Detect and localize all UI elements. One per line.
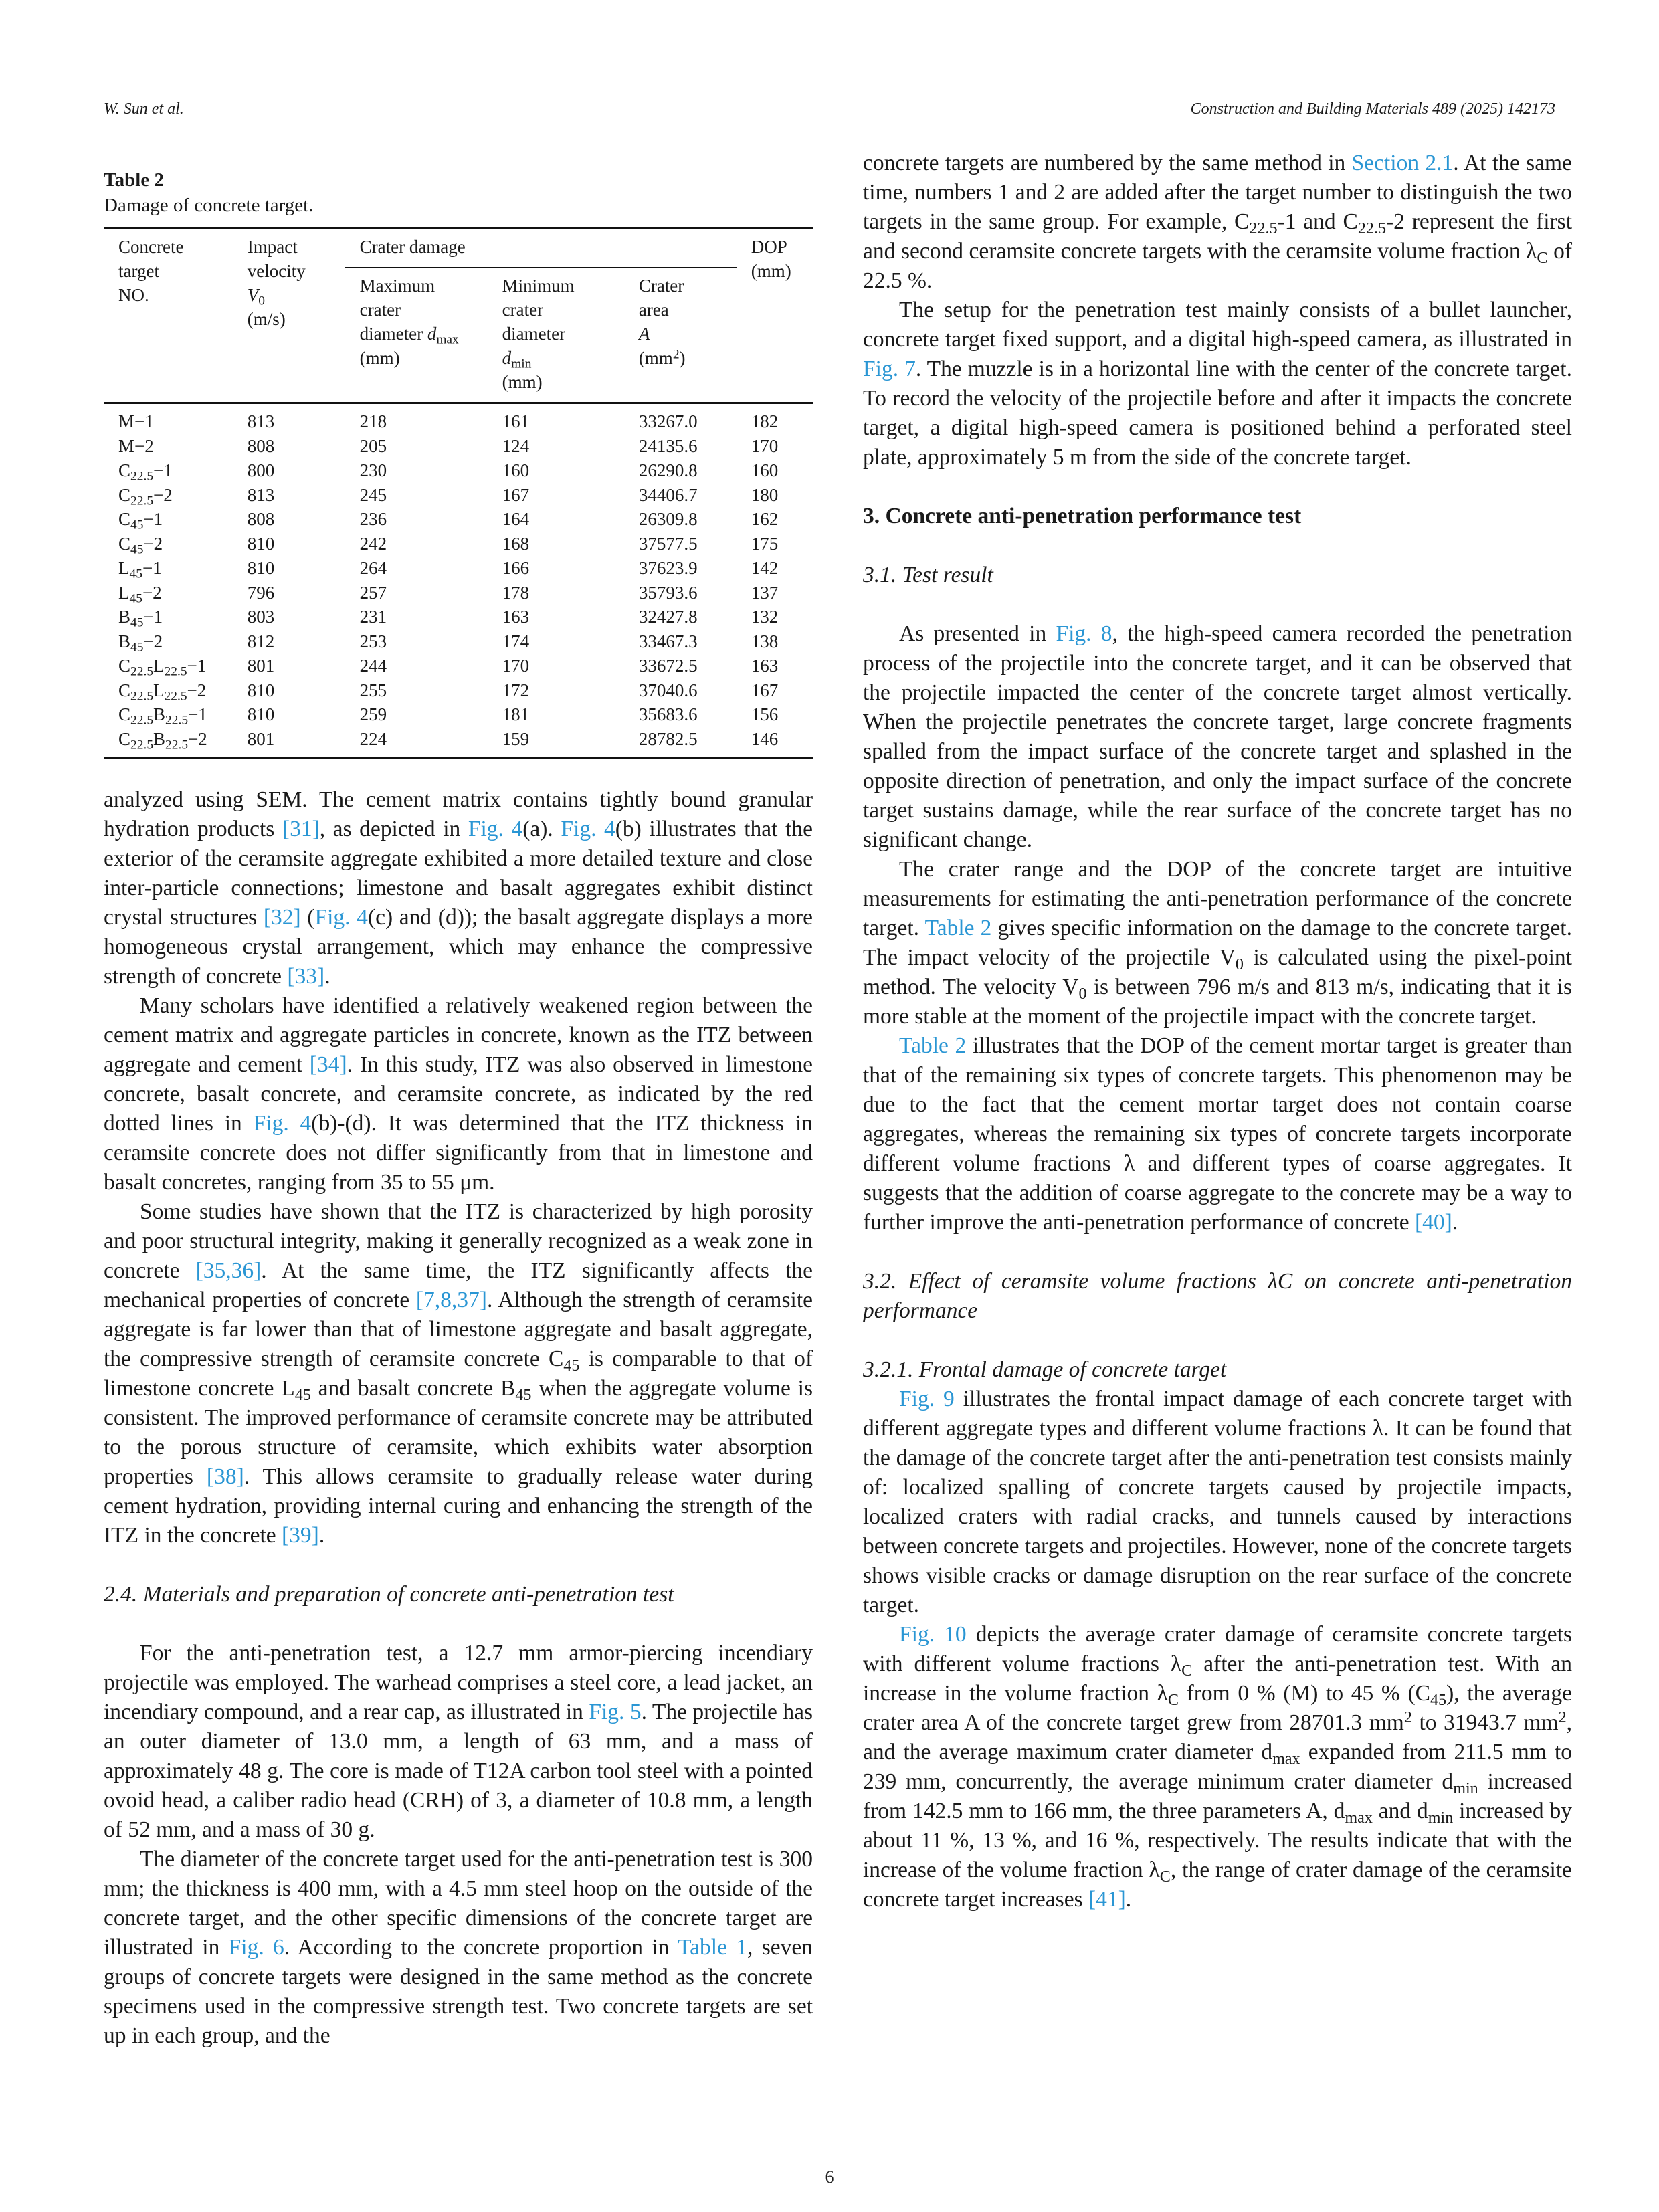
table-row	[104, 605, 813, 629]
cell-dop: 175	[751, 533, 779, 554]
cell-dmin: 178	[502, 582, 530, 603]
cell-v0: 801	[233, 727, 345, 758]
cell-v0: 810	[247, 558, 275, 579]
paragraph: Some studies have shown that the ITZ is characterized by high porosity and poor structural integrity, making it generally recognized as a weak zone in concrete [35,36]. At the same time, the ITZ significantly affects the mechanical properties of concrete [7,8,37]. Although the strength of ceramsite aggregate is far lower than that of limestone aggregate and basalt aggregate, the compressive strength of ceramsite concrete $C_{45}$ is comparable to that of limestone concrete $L_{45}$ and basalt concrete $B_{45}$ when the aggregate volume is consistent. The improved performance of ceramsite concrete may be attributed to the porous structure of ceramsite, which exhibits water absorption properties [38]. This allows ceramsite to gradually release water during cement hydration, providing internal curing and enhancing the strength of the ITZ in the concrete [39].	[104, 1199, 813, 1548]
section-link[interactable]: Section 2.1	[1351, 150, 1454, 175]
table-row	[104, 629, 813, 654]
cell-dop: 137	[751, 582, 779, 603]
cell-area: 35793.6	[638, 582, 698, 603]
cell-dmax: 236	[359, 509, 387, 530]
cell-dmax: 257	[359, 582, 387, 603]
cell-dmax: 259	[359, 704, 387, 725]
paragraph: concrete targets are numbered by the same method in Section 2.1. At the same time, numbers 1 and 2 are added after the target number to distinguish the two targets in the same group. For example, $C_{22.5}-1$ and $C_{22.5}-2$ represent the first and second ceramsite concrete targets with the ceramsite volume fraction $\lambda_C$ of 22.5 %.	[863, 150, 1573, 293]
cell-dop: 167	[751, 680, 779, 700]
header-velocity: Impact velocity $V_0$ (m/s)	[233, 229, 345, 403]
cell-dmax: 264	[359, 558, 387, 579]
paragraph: Many scholars have identified a relatively weakened region between the cement matrix and aggregate particles in concrete, known as the ITZ between aggregate and cement [34]. In this study, ITZ was also observed in limestone concrete, basalt concrete, and ceramsite concrete, as indicated by the red dotted lines in Fig. 4(b)-(d). It was determined that the ITZ thickness in ceramsite concrete does not differ significantly from that in limestone and basalt concretes, ranging from 35 to 55 μm.	[104, 993, 813, 1195]
citation-link[interactable]: [33]	[287, 964, 325, 989]
cell-target-no: $C_{22.5}L_{22.5}-1$	[118, 656, 207, 679]
citation-link[interactable]: [35,36]	[195, 1258, 262, 1283]
table-caption: Damage of concrete target.	[104, 195, 314, 216]
figure-link[interactable]: Fig. 4	[253, 1111, 312, 1136]
cell-dmax: 205	[359, 435, 387, 456]
cell-target-no: $B_{45}-2$	[118, 631, 163, 655]
figure-link[interactable]: Fig. 7	[863, 357, 916, 381]
table-link[interactable]: Table 2	[899, 1033, 967, 1058]
running-head-journal: Construction and Building Materials 489 (2025) 142173	[1190, 100, 1555, 118]
cell-dmin: 164	[502, 509, 530, 530]
cell-dop: 132	[751, 607, 779, 627]
table-row	[104, 653, 813, 678]
cell-dmin: 172	[502, 680, 530, 700]
cell-target-no: $C_{22.5}L_{22.5}-2$	[118, 680, 207, 704]
cell-dmin: 159	[488, 727, 624, 758]
cell-v0: 810	[247, 533, 275, 554]
citation-link[interactable]: [39]	[282, 1523, 319, 1548]
cell-dmin: 124	[502, 435, 530, 456]
header-dmax: Maximum crater diameter $d_{max}$ (mm)	[359, 276, 459, 368]
citation-link[interactable]: [34]	[309, 1052, 347, 1077]
cell-v0: 813	[247, 484, 275, 505]
cell-dop: 156	[751, 704, 779, 725]
table-link[interactable]: Table 2	[924, 916, 992, 940]
cell-dmax: 224	[345, 727, 488, 758]
cell-dmax: 253	[359, 631, 387, 651]
header-area: Crater area A $(mm^2)$	[638, 276, 686, 368]
cell-dop: 138	[751, 631, 779, 651]
cell-dmin: 167	[502, 484, 530, 505]
cell-area: 24135.6	[638, 435, 698, 456]
section-heading-3-2-1: 3.2.1. Frontal damage of concrete target	[863, 1357, 1227, 1382]
cell-dop: 160	[751, 460, 779, 481]
citation-link[interactable]: [40]	[1415, 1210, 1452, 1235]
figure-link[interactable]: Fig. 8	[1056, 621, 1112, 646]
cell-dmax: 244	[359, 656, 387, 676]
header-crater-damage: Crater damage	[345, 229, 737, 268]
figure-link[interactable]: Fig. 4	[314, 905, 368, 930]
cell-dop: 146	[737, 727, 813, 758]
paragraph: The diameter of the concrete target used for the anti-penetration test is 300 mm; the thickness is 400 mm, with a 4.5 mm steel hoop on the outside of the concrete target, and the other specific dimensions of the concrete target are illustrated in Fig. 6. According to the concrete proportion in Table 1, seven groups of concrete targets were designed in the same method as the concrete specimens used in the compressive strength test. Two concrete targets are set up in each group, and the	[104, 1847, 813, 2048]
cell-v0: 803	[247, 607, 275, 627]
cell-dmin: 166	[502, 558, 530, 579]
cell-v0: 801	[247, 656, 275, 676]
figure-link[interactable]: Fig. 5	[589, 1700, 642, 1724]
cell-dmax: 230	[359, 460, 387, 481]
paragraph: The setup for the penetration test mainly consists of a bullet launcher, concrete target fixed support, and a digital high-speed camera, as illustrated in Fig. 7. The muzzle is in a horizontal line with the center of the concrete target. To record the velocity of the projectile before and after it impacts the concrete target, a digital high-speed camera is positioned behind a perforated steel plate, approximately 5 m from the side of the concrete target.	[863, 298, 1572, 470]
cell-dmax: 245	[359, 484, 387, 505]
paragraph: analyzed using SEM. The cement matrix contains tightly bound granular hydration products [31], as depicted in Fig. 4(a). Fig. 4(b) illustrates that the exterior of the ceramsite aggregate exhibited a more detailed texture and close inter-particle connections; limestone and basalt aggregates exhibit distinct crystal structures [32] (Fig. 4(c) and (d)); the basalt aggregate displays a more homogeneous crystal arrangement, which may enhance the compressive strength of concrete [33].	[104, 787, 813, 989]
table-row	[104, 403, 813, 434]
cell-target-no: $C_{45}-2$	[118, 533, 163, 557]
figure-link[interactable]: Fig. 4	[561, 817, 615, 841]
cell-target-no: M−2	[118, 435, 154, 456]
cell-dmax: 255	[359, 680, 387, 700]
cell-target-no: $C_{22.5}-1$	[118, 460, 173, 484]
cell-area: 34406.7	[638, 484, 698, 505]
header-dop: DOP (mm)	[737, 229, 813, 403]
header-target: Concrete target NO.	[104, 229, 233, 403]
cell-dmax: 231	[359, 607, 387, 627]
cell-dop: 180	[751, 484, 779, 505]
cell-dmin: 174	[502, 631, 530, 651]
cell-v0: 812	[247, 631, 275, 651]
cell-dop: 182	[737, 403, 813, 434]
cell-dmin: 161	[488, 403, 624, 434]
figure-link[interactable]: Fig. 9	[899, 1387, 955, 1411]
cell-area: 26290.8	[638, 460, 698, 481]
cell-v0: 796	[247, 582, 275, 603]
cell-target-no: $C_{22.5}-2$	[118, 484, 173, 508]
cell-area: 26309.8	[638, 509, 698, 530]
paragraph: As presented in Fig. 8, the high-speed camera recorded the penetration process of the projectile into the concrete target, and it can be observed that the projectile impacted the center of the concrete target almost vertically. When the projectile penetrates the concrete target, large concrete fragments spalled from the impact surface of the concrete target and splashed in the opposite direction of penetration, and only the impact surface of the concrete target sustains damage, while the rear surface of the concrete target has no significant change.	[863, 621, 1572, 852]
cell-dmin: 181	[502, 704, 530, 725]
table-row	[104, 556, 813, 581]
cell-area: 35683.6	[638, 704, 698, 725]
cell-dop: 142	[751, 558, 779, 579]
left-column	[104, 114, 813, 2051]
cell-v0: 808	[247, 435, 275, 456]
cell-v0: 813	[233, 403, 345, 434]
cell-dmax: 218	[345, 403, 488, 434]
table-row	[104, 678, 813, 703]
table-row	[104, 434, 813, 459]
cell-dmin: 170	[502, 656, 530, 676]
cell-target-no: $B_{45}-1$	[118, 607, 163, 630]
section-heading-3: 3. Concrete anti-penetration performance test	[863, 504, 1302, 528]
table-row	[104, 581, 813, 605]
paragraph: Fig. 10 depicts the average crater damage of ceramsite concrete targets with different volume fractions $\lambda_C$ after the anti-penetration test. With an increase in the volume fraction $\lambda_C$ from 0 % (M) to 45 % $(C_{45})$, the average crater area A of the concrete target grew from 28701.3 $mm^2$ to 31943.7 $mm^2$, and the average maximum crater diameter $d_{max}$ expanded from 211.5 mm to 239 mm, concurrently, the average minimum crater diameter $d_{min}$ increased from 142.5 mm to 166 mm, the three parameters A, $d_{max}$ and $d_{min}$ increased by about 11 %, 13 %, and 16 %, respectively. The results indicate that with the increase of the volume fraction $\lambda_C$, the range of crater damage of the ceramsite concrete target increases [41].	[863, 1622, 1573, 1912]
cell-dop: 170	[751, 435, 779, 456]
table-row	[104, 702, 813, 727]
table-row	[104, 727, 813, 758]
table-row	[104, 532, 813, 557]
cell-dmin: 163	[502, 607, 530, 627]
citation-link[interactable]: [38]	[206, 1464, 244, 1489]
paragraph: Fig. 9 illustrates the frontal impact damage of each concrete target with different aggregate types and different volume fractions λ. It can be found that the damage of the concrete target after the anti-penetration test consists mainly of: localized spalling of concrete targets caused by projectile impacts, localized craters with radial cracks, and tunnels caused by interactions between concrete targets and projectiles. However, none of the concrete targets shows visible cracks or damage disruption on the rear surface of the concrete target.	[863, 1387, 1572, 1617]
paragraph: Table 2 illustrates that the DOP of the cement mortar target is greater than that of the remaining six types of concrete targets. This phenomenon may be due to the fact that the cement mortar target does not contain coarse aggregates, whereas the remaining six types of concrete targets incorporate different volume fractions λ and different types of coarse aggregates. It suggests that the addition of coarse aggregate to the concrete may be a way to further improve the anti-penetration performance of concrete [40].	[863, 1033, 1573, 1235]
table-link[interactable]: Table 1	[678, 1935, 748, 1960]
section-heading-3-1: 3.1. Test result	[863, 563, 993, 587]
citation-link[interactable]: [31]	[282, 817, 320, 841]
figure-link[interactable]: Fig. 4	[468, 817, 523, 841]
cell-target-no: $C_{45}-1$	[118, 509, 163, 532]
damage-table	[104, 227, 813, 759]
cell-target-no: $L_{45}-2$	[118, 582, 162, 606]
cell-area: 33672.5	[638, 656, 698, 676]
section-heading-2-4: 2.4. Materials and preparation of concrete anti-penetration test	[104, 1582, 674, 1607]
cell-dmax: 242	[359, 533, 387, 554]
cell-v0: 810	[247, 704, 275, 725]
figure-link[interactable]: Fig. 10	[899, 1622, 967, 1647]
running-head-authors: W. Sun et al.	[104, 100, 184, 118]
paragraph: For the anti-penetration test, a 12.7 mm armor-piercing incendiary projectile was employed. The warhead comprises a steel core, a lead jacket, an incendiary compound, and a rear cap, as illustrated in Fig. 5. The projectile has an outer diameter of 13.0 mm, a length of 63 mm, and a mass of approximately 48 g. The core is made of T12A carbon tool steel with a pointed ovoid head, a caliber radio head (CRH) of 3, a diameter of 10.8 mm, a length of 52 mm, and a mass of 30 g.	[104, 1641, 813, 1842]
cell-area: 33467.3	[638, 631, 698, 651]
citation-link[interactable]: [41]	[1088, 1887, 1126, 1912]
page-number: 6	[825, 2167, 834, 2187]
cell-target-no: $L_{45}-1$	[118, 558, 162, 581]
table-body	[104, 403, 813, 758]
cell-v0: 810	[247, 680, 275, 700]
cell-dmin: 168	[502, 533, 530, 554]
paragraph: The crater range and the DOP of the concrete target are intuitive measurements for estimating the anti-penetration performance of the concrete target. Table 2 gives specific information on the damage to the concrete target. The impact velocity of the projectile $V_0$ is calculated using the pixel-point method. The velocity $V_0$ is between 796 m/s and 813 m/s, indicating that it is more stable at the moment of the projectile impact with the concrete target.	[863, 857, 1572, 1029]
citation-link[interactable]: [32]	[263, 905, 301, 930]
cell-v0: 808	[247, 509, 275, 530]
figure-link[interactable]: Fig. 6	[228, 1935, 284, 1960]
citation-link[interactable]: [7,8,37]	[415, 1288, 487, 1312]
table-label: Table 2	[104, 169, 164, 191]
cell-target-no: $C_{22.5}B_{22.5}-2$	[104, 727, 233, 758]
table-row	[104, 458, 813, 483]
table-row	[104, 507, 813, 532]
cell-area: 37040.6	[638, 680, 698, 700]
cell-area: 32427.8	[638, 607, 698, 627]
cell-area: 28782.5	[624, 727, 737, 758]
cell-target-no: $C_{22.5}B_{22.5}-1$	[118, 704, 207, 728]
cell-area: 33267.0	[624, 403, 737, 434]
cell-area: 37623.9	[638, 558, 698, 579]
header-dmin: Minimum crater diameter $d_{min}$ (mm)	[502, 276, 575, 392]
table-row	[104, 483, 813, 508]
cell-area: 37577.5	[638, 533, 698, 554]
cell-dop: 163	[751, 656, 779, 676]
section-heading-3-2: 3.2. Effect of ceramsite volume fractions λC on concrete anti-penetration performance	[863, 1269, 1572, 1323]
cell-dmin: 160	[502, 460, 530, 481]
cell-target-no: M−1	[104, 403, 233, 434]
cell-v0: 800	[247, 460, 275, 481]
cell-dop: 162	[751, 509, 779, 530]
right-column	[863, 148, 1572, 1914]
